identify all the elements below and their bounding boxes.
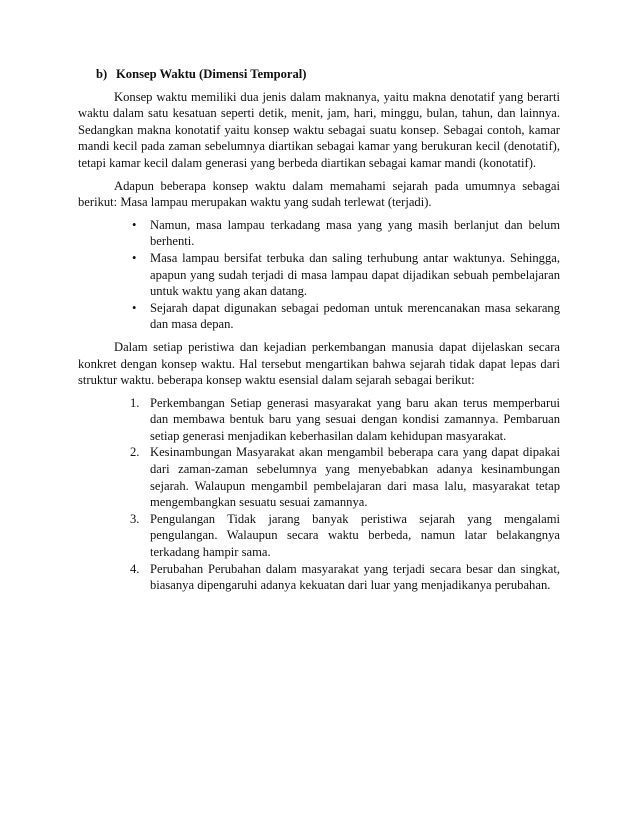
list-item-text: Masa lampau bersifat terbuka dan saling terhubung antar waktunya. Sehingga, apapun yang sudah terjadi di masa lampau dapat dijadikan sebuah pembelajaran untuk waktu yang akan datang. [150,250,560,299]
bullet-marker: • [132,300,137,315]
list-number: 3. [130,511,140,526]
section-title: Konsep Waktu (Dimensi Temporal) [116,67,307,81]
bullet-marker: • [132,250,137,265]
section-marker: b) [96,67,108,81]
section-heading [96,66,560,83]
paragraph-denotatif-konotatif: Konsep waktu memiliki dua jenis dalam maknanya, yaitu makna denotatif yang berarti waktu dalam satu kesatuan seperti detik, menit, jam, hari, minggu, bulan, tahun, dan lainnya. Sedangkan makna konotatif yaitu konsep waktu sebagai suatu konsep. Sebagai contoh, kamar mandi kecil pada zaman sebelumnya diartikan sebagai kamar yang berukuran kecil (denotatif), tetapi kamar kecil dalam generasi yang berbeda diartikan sebagai kamar mandi (konotatif). [78,89,560,170]
paragraph-konsep-waktu-intro: Adapun beberapa konsep waktu dalam memahami sejarah pada umumnya sebagai berikut: Masa lampau merupakan waktu yang sudah terlewat (terjadi). [78,178,560,210]
list-item [78,217,560,250]
list-item-text: Sejarah dapat digunakan sebagai pedoman untuk merencanakan masa sekarang dan masa depan. [150,300,560,332]
list-item-text: Kesinambungan Masyarakat akan mengambil beberapa cara yang dapat dipakai dari zaman-zaman sebelumnya yang menyebabkan adanya kesinambungan sejarah. Walaupun mengambil pembelajaran dari masa lalu, masyarakat tetap mengembangkan sesuatu sesuai zamannya. [150,445,560,510]
paragraph-konsep-esensial-intro: Dalam setiap peristiwa dan kejadian perkembangan manusia dapat dijelaskan secara konkret dengan konsep waktu. Hal tersebut mengartikan bahwa sejarah tidak dapat lepas dari struktur waktu. beberapa konsep waktu esensial dalam sejarah sebagai berikut: [78,339,560,388]
document-body [78,66,560,594]
list-item [78,561,560,594]
list-number: 1. [130,395,140,410]
list-item-text: Perkembangan Setiap generasi masyarakat yang baru akan terus memperbarui dan membawa bentuk baru yang sesuai dengan kondisi zamannya. Pembaruan setiap generasi menjadikan keberhasilan dalam kehidupan masyarakat. [150,395,560,443]
list-item-text: Pengulangan Tidak jarang banyak peristiwa sejarah yang mengalami pengulangan. Walaupun secara waktu berbeda, namun latar belakangnya terkadang hampir sama. [150,511,560,560]
list-item [78,250,560,300]
list-item [78,511,560,561]
bullet-marker: • [132,217,137,232]
list-number: 2. [130,445,140,460]
list-number: 4. [130,561,140,576]
numbered-list [78,395,560,594]
bullet-list [78,217,560,333]
list-item [78,395,560,445]
list-item [78,300,560,333]
list-item-text: Namun, masa lampau terkadang masa yang yang masih berlanjut dan belum berhenti. [150,217,560,249]
list-item-text: Perubahan Perubahan dalam masyarakat yang terjadi secara besar dan singkat, biasanya dipengaruhi adanya kekuatan dari luar yang menjadikanya perubahan. [150,561,560,593]
list-item [78,444,560,510]
